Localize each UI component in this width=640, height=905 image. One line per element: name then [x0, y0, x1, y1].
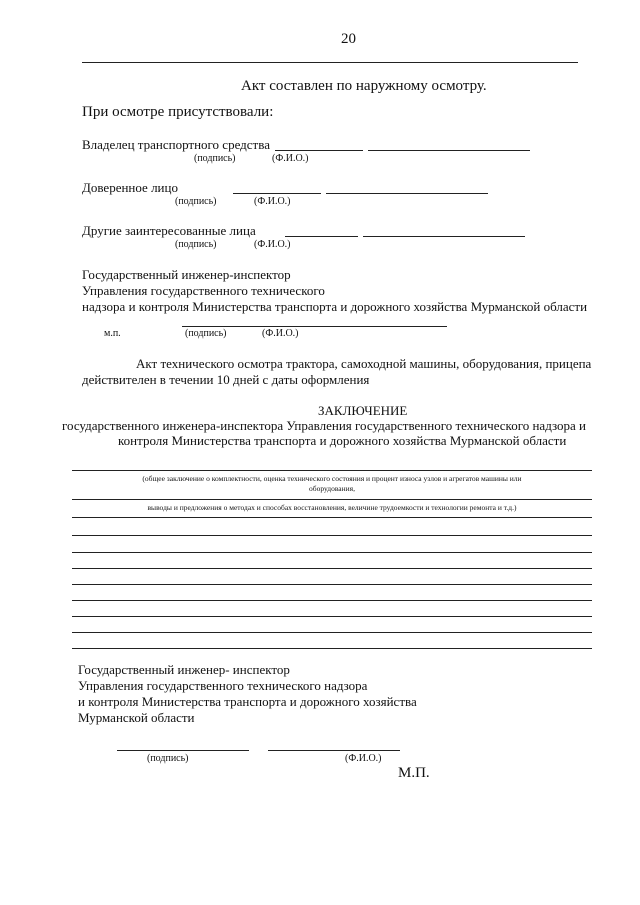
signer-title-line4: Мурманской области [78, 710, 195, 725]
conclusion-line [72, 632, 592, 633]
page-number: 20 [341, 31, 356, 47]
others-name-caption: (Ф.И.О.) [254, 239, 291, 250]
owner-signature-line [275, 150, 363, 151]
inspector-signature-line [182, 326, 447, 327]
conclusion-note2: выводы и предложения о методах и способах восстановления, величине трудоемкости и технологии ремонта и т.д.) [147, 503, 517, 512]
owner-name-line [368, 150, 530, 151]
others-signature-caption: (подпись) [175, 239, 217, 250]
conclusion-line [72, 648, 592, 649]
inspector-title-line2: Управления государственного технического [82, 283, 325, 298]
trustee-name-caption: (Ф.И.О.) [254, 196, 291, 207]
conclusion-heading-line2: контроля Министерства транспорта и дорожного хозяйства Мурманской области [118, 433, 567, 448]
conclusion-note1-line1: (общее заключение о комплектности, оценка технического состояния и процент износа узлов и агрегатов машины или [142, 474, 522, 483]
validity-line2: действителен в течении 10 дней с даты оформления [82, 372, 370, 387]
conclusion-line [72, 535, 592, 536]
signer-name-caption: (Ф.И.О.) [345, 753, 382, 764]
owner-name-caption: (Ф.И.О.) [272, 153, 309, 164]
signer-title-line1: Государственный инженер- инспектор [78, 662, 290, 677]
signer-title-line2: Управления государственного технического надзора [78, 678, 368, 693]
conclusion-line [72, 499, 592, 500]
trustee-signature-line [233, 193, 321, 194]
conclusion-line [72, 552, 592, 553]
act-statement: Акт составлен по наружному осмотру. [241, 78, 487, 94]
signer-name-line [268, 750, 400, 751]
signer-title-line3: и контроля Министерства транспорта и дорожного хозяйства [78, 694, 417, 709]
conclusion-line [72, 470, 592, 471]
inspector-signature-caption: (подпись) [185, 328, 227, 339]
signer-signature-line [117, 750, 249, 751]
owner-signature-caption: (подпись) [194, 153, 236, 164]
trustee-label: Доверенное лицо [82, 180, 178, 195]
conclusion-line [72, 584, 592, 585]
others-signature-line [285, 236, 358, 237]
conclusion-title: ЗАКЛЮЧЕНИЕ [318, 403, 408, 418]
inspector-stamp-caption: м.п. [104, 328, 121, 339]
others-name-line [363, 236, 525, 237]
conclusion-line [72, 600, 592, 601]
owner-label: Владелец транспортного средства [82, 137, 270, 152]
conclusion-note1-line2: оборудования, [309, 484, 355, 493]
others-label: Другие заинтересованные лица [82, 223, 256, 238]
validity-line1: Акт технического осмотра трактора, самоходной машины, оборудования, прицепа [136, 356, 592, 371]
present-heading: При осмотре присутствовали: [82, 104, 274, 120]
inspector-title-line3: надзора и контроля Министерства транспорта и дорожного хозяйства Мурманской области [82, 299, 588, 314]
trustee-signature-caption: (подпись) [175, 196, 217, 207]
conclusion-line [72, 568, 592, 569]
conclusion-line [72, 616, 592, 617]
trustee-name-line [326, 193, 488, 194]
conclusion-line [72, 517, 592, 518]
signer-signature-caption: (подпись) [147, 753, 189, 764]
header-rule [82, 62, 578, 63]
signer-stamp: М.П. [398, 765, 430, 781]
conclusion-heading-line1: государственного инженера-инспектора Управления государственного технического надзора и [62, 418, 587, 433]
inspector-name-caption: (Ф.И.О.) [262, 328, 299, 339]
inspector-title-line1: Государственный инженер-инспектор [82, 267, 291, 282]
